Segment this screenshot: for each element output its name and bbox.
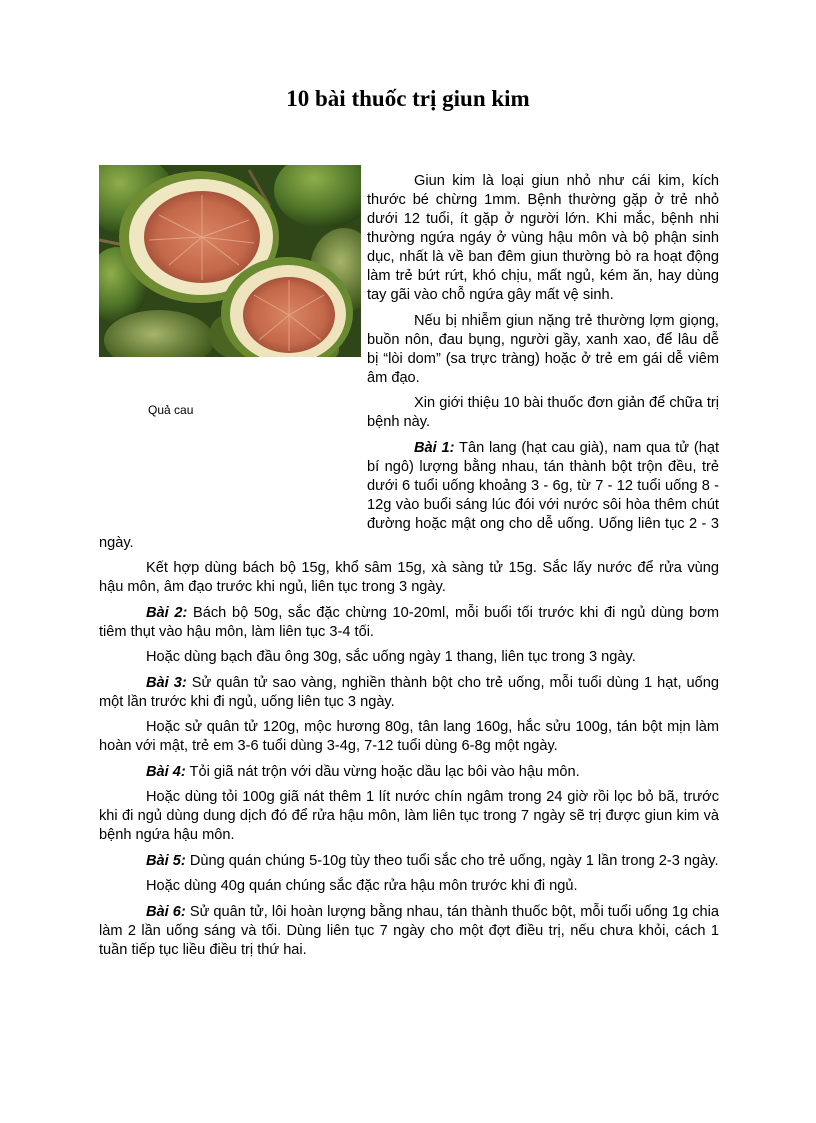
paragraph bbox=[99, 763, 719, 782]
paragraph bbox=[99, 877, 719, 896]
paragraph-text: Xin giới thiệu 10 bài thuốc đơn giản để chữa trị bệnh này. bbox=[367, 395, 719, 430]
paragraph-text: Hoặc sử quân tử 120g, mộc hương 80g, tân lang 160g, hắc sửu 100g, tán bột mịn làm hoàn với mật, trẻ em 3-6 tuổi dùng 3-4g, 7-12 tuổi dùng 6-8g một ngày. bbox=[99, 719, 719, 754]
document-title: 10 bài thuốc trị giun kim bbox=[286, 86, 530, 111]
remedy-label: Bài 6: bbox=[146, 903, 186, 920]
paragraph-text: Bách bộ 50g, sắc đặc chừng 10-20ml, mỗi buổi tối trước khi đi ngủ dùng bơm tiêm thụt vào hậu môn, làm liên tục 3-4 tối. bbox=[99, 604, 719, 640]
paragraph bbox=[99, 648, 719, 667]
paragraph bbox=[99, 788, 719, 845]
remedy-label: Bài 1: bbox=[414, 439, 455, 456]
figure-spacer bbox=[99, 172, 367, 528]
paragraph bbox=[99, 903, 719, 960]
paragraph bbox=[99, 674, 719, 712]
paragraph-text: Nếu bị nhiễm giun nặng trẻ thường lợm giọng, buồn nôn, đau bụng, người gầy, xanh xao, để lâu dễ bị “lòi dom” (sa trực tràng) hoặc ở trẻ em gái dễ viêm âm đạo. bbox=[367, 312, 719, 386]
paragraph-text: Hoặc dùng 40g quán chúng sắc đặc rửa hậu môn trước khi đi ngủ. bbox=[146, 878, 578, 894]
paragraph-text: Sử quân tử, lôi hoàn lượng bằng nhau, tán thành thuốc bột, mỗi tuổi uống 1g chia làm 2 lần uống sáng và tối. Dùng liên tục 7 ngày cho một đợt điều trị, nếu chưa khỏi, cách 1 tuần tiếp tục liều điều trị thứ hai. bbox=[99, 903, 720, 958]
remedy-label: Bài 5: bbox=[146, 852, 186, 869]
article-body bbox=[99, 172, 719, 966]
paragraph-text: Hoặc dùng tỏi 100g giã nát thêm 1 lít nước chín ngâm trong 24 giờ rồi lọc bỏ bã, trước khi đi ngủ dùng dung dịch đó để rửa hậu môn, làm liên tục trong 7 ngày sẽ trị được giun kim và bệnh ngứa hậu môn. bbox=[99, 789, 719, 843]
remedy-label: Bài 4: bbox=[146, 763, 186, 780]
paragraph-text: Tỏi giã nát trộn với dầu vừng hoặc dầu lạc bôi vào hậu môn. bbox=[189, 763, 580, 780]
paragraph bbox=[99, 559, 719, 597]
paragraph-text: Sử quân tử sao vàng, nghiền thành bột cho trẻ uống, mỗi tuổi dùng 1 hạt, uống một lần trước khi đi ngủ, uống liên tục 3 ngày. bbox=[99, 674, 719, 710]
paragraph-text: Giun kim là loại giun nhỏ như cái kim, kích thước bé chừng 1mm. Bệnh thường gặp ở trẻ nhỏ dưới 12 tuổi, ít gặp ở người lớn. Khi mắc, bệnh nhi thường ngứa ngáy ở vùng hậu môn và bộ phận sinh dục, nhất là về ban đêm giun thường bò ra hoạt động làm trẻ bứt rứt, khó chịu, mất ngủ, kém ăn, hay dùng tay gãi vào chỗ ngứa gây mất vệ sinh. bbox=[367, 173, 719, 303]
paragraph bbox=[99, 852, 719, 871]
paragraph-text: Hoặc dùng bạch đầu ông 30g, sắc uống ngày 1 thang, liên tục trong 3 ngày. bbox=[146, 649, 636, 665]
paragraph bbox=[99, 718, 719, 756]
paragraph-text: Dùng quán chúng 5-10g tùy theo tuổi sắc cho trẻ uống, ngày 1 lần trong 2-3 ngày. bbox=[189, 852, 719, 869]
figure-caption: Quả cau bbox=[148, 403, 194, 417]
paragraph-text: Kết hợp dùng bách bộ 15g, khổ sâm 15g, xà sàng tử 15g. Sắc lấy nước để rửa vùng hậu môn, âm đạo trước khi ngủ, liên tục trong 3 ngày. bbox=[99, 560, 719, 595]
paragraph-text: Tân lang (hạt cau già), nam qua tử (hạt bí ngô) lượng bằng nhau, tán thành bột trộn đều, trẻ dưới 6 tuổi uống khoảng 3 - 6g, từ 7 - 12 tuổi uống 8 - 12g vào buổi sáng lúc đói với nước sôi hòa thêm chút đường hoặc mật ong cho dễ uống. Uống liên tục 2 - 3 ngày. bbox=[99, 439, 719, 551]
remedy-label: Bài 2: bbox=[146, 604, 188, 621]
remedy-label: Bài 3: bbox=[146, 674, 187, 691]
paragraph bbox=[99, 604, 719, 642]
